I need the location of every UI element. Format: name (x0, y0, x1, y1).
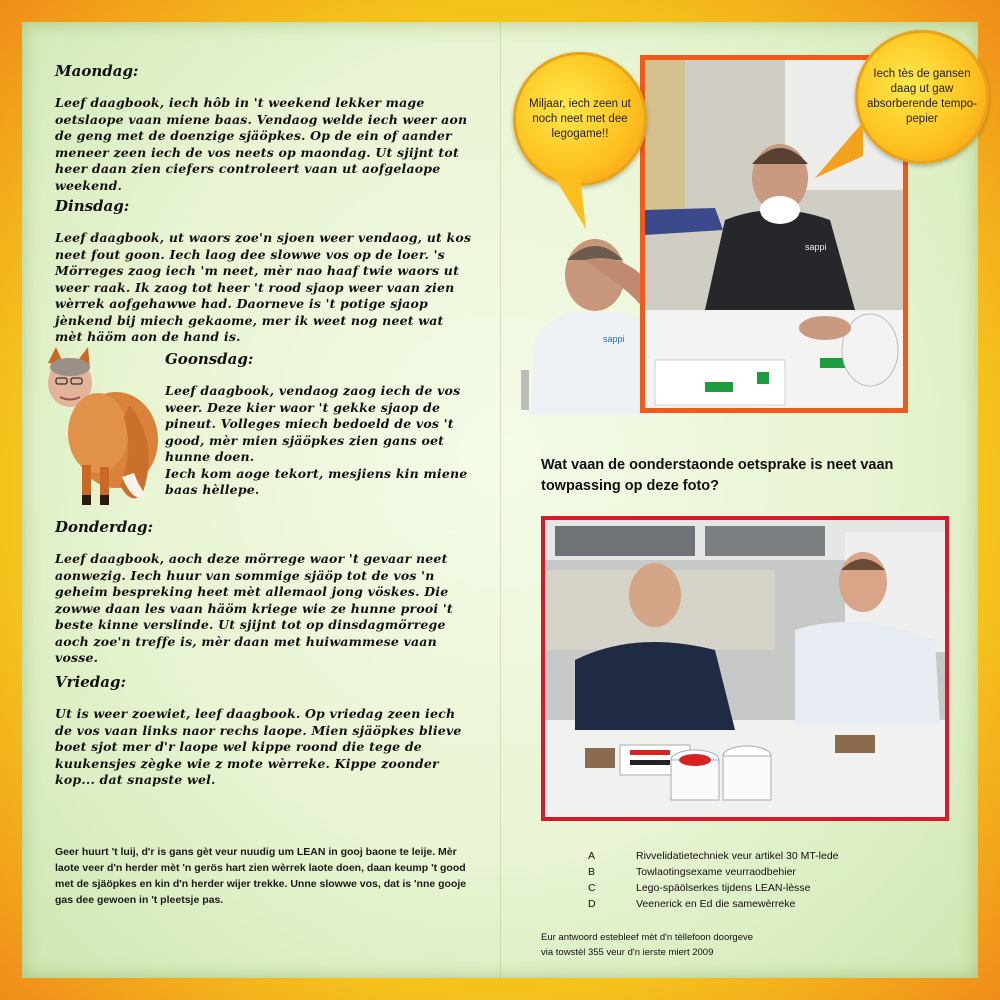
diary-entry: Leef daagbook, iech hôb in 't weekend lekker mage oetslaope vaan miene baas. Vendaog welde iech weer aon de geng met de doenzige sjäöpkes. Op de ein of aander meneer zeen iech de vos neets op maondag. Ut sjijnt tot heer daan zien ciefers controleert vaan ut aofgelaope weekend. (55, 95, 468, 193)
option-text: Towlaotingsexame veurraodbehier (636, 866, 796, 878)
day-heading: Dinsdag: (55, 197, 130, 215)
option-c (588, 882, 958, 898)
photo-two-men-lego (541, 516, 949, 821)
option-letter: C (588, 882, 596, 894)
option-text: Veenerick en Ed die samewèrreke (636, 898, 796, 910)
diary-entry: Leef daagbook, aoch deze mörrege waor 't gevaar neet aonwezig. Iech huur van sommige sjäöp tot de vos 'n geheim bespreking heet mèt allemaol jong vöskes. Die zowwe daan les vaan häöm kriege wie ze hunne prooi 't beste kinne verslinde. Ut sjijnt tot op dinsdagmörrege aoch zoe'n treffe is, mèr daan met huiwammese vaan vosse. (55, 551, 453, 665)
diary-entry-continued: Iech kom aoge tekort, mesjiens kin miene baas hèllepe. (165, 465, 468, 497)
diary-wednesday (165, 350, 475, 499)
day-heading: Vriedag: (55, 673, 127, 691)
day-heading: Donderdag: (55, 518, 154, 536)
svg-text:sappi: sappi (603, 334, 625, 344)
option-letter: D (588, 898, 596, 910)
option-text: Rivvelidatietechniek veur artikel 30 MT-lede (636, 850, 839, 862)
center-fold (500, 22, 501, 978)
speech-bubble-left (513, 52, 647, 186)
bubble-tail-right (815, 120, 865, 180)
quiz-question: Wat vaan de oonderstaonde oetsprake is neet vaan towpassing op deze foto? (541, 457, 894, 494)
option-b (588, 866, 958, 882)
day-heading: Maondag: (55, 62, 139, 80)
diary-friday (55, 673, 475, 789)
speech-bubble-right (855, 30, 989, 164)
option-letter: A (588, 850, 596, 862)
option-a (588, 850, 958, 866)
fox-illustration (38, 345, 163, 510)
bubble-tail-left (550, 175, 590, 230)
svg-text:sappi: sappi (805, 242, 827, 252)
answer-line: Eur antwoord estebleef mèt d'n tèllefoon doorgeve (541, 932, 754, 943)
answer-line: via towstèl 355 veur d'n ierste miert 2009 (541, 947, 714, 958)
option-text: Lego-späölserkes tijdens LEAN-lèsse (636, 882, 811, 894)
bubble-text: Miljaar, iech zeen ut noch neet met dee legogame!! (529, 97, 631, 140)
closing-paragraph: Geer huurt 't luij, d'r is gans gèt veur nuudig um LEAN in gooj baone te leije. Mèr laote veer d'n herder mèt 'n gerös hart zien wèrrek laote doen, daan keump 't good met de sjäöpkes en kin d'n herder wijer trekke. Unne slowwe vos, dat is 'nne gooje gas dee gewoen in 't pleetsje pas. (55, 846, 467, 906)
answer-instructions (541, 930, 961, 960)
day-heading: Goonsdag: (165, 350, 254, 368)
option-letter: B (588, 866, 596, 878)
diary-entry: Leef daagbook, vendaog zaog iech de vos weer. Deze kier waor 't gekke sjaop de pineut. Volleges miech bedoeld de vos 't good, mèr mien sjäöpkes zien gans oet hunne doen. (165, 383, 461, 464)
diary-entry: Leef daagbook, ut waors zoe'n sjoen weer vendaog, ut kos neet fout goon. Iech laog dee slowwe vos op de loer. 's Mörreges zaog iech 'm neet, mèr nao haaf twie waors ut weer raak. Ik zaog tot heer 't rood sjaop weer vaan zien wèrrek aofgehawwe had. Daorneve is 't potige sjaop jènkend bij miech gekaome, mer ik weet nog neet wat mèt häöm aon de hand is. (55, 230, 472, 344)
answer-options (588, 850, 958, 914)
diary-thursday (55, 518, 475, 667)
diary-monday (55, 62, 475, 194)
diary-tuesday (55, 197, 475, 346)
bubble-text: Iech tès de gansen daag ut gaw absorberende tempo-pepier (867, 68, 977, 125)
diary-entry: Ut is weer zoewiet, leef daagbook. Op vriedag zeen iech de vos vaan links naor rechs laope. Mien sjäöpkes blieve boet sjot mer d'r laope wel kippe roond die tege de kuukensjes zègke wie z mote wèrreke. Kippe zoonder kop... dat snapste wel. (55, 706, 462, 787)
option-d (588, 898, 958, 914)
